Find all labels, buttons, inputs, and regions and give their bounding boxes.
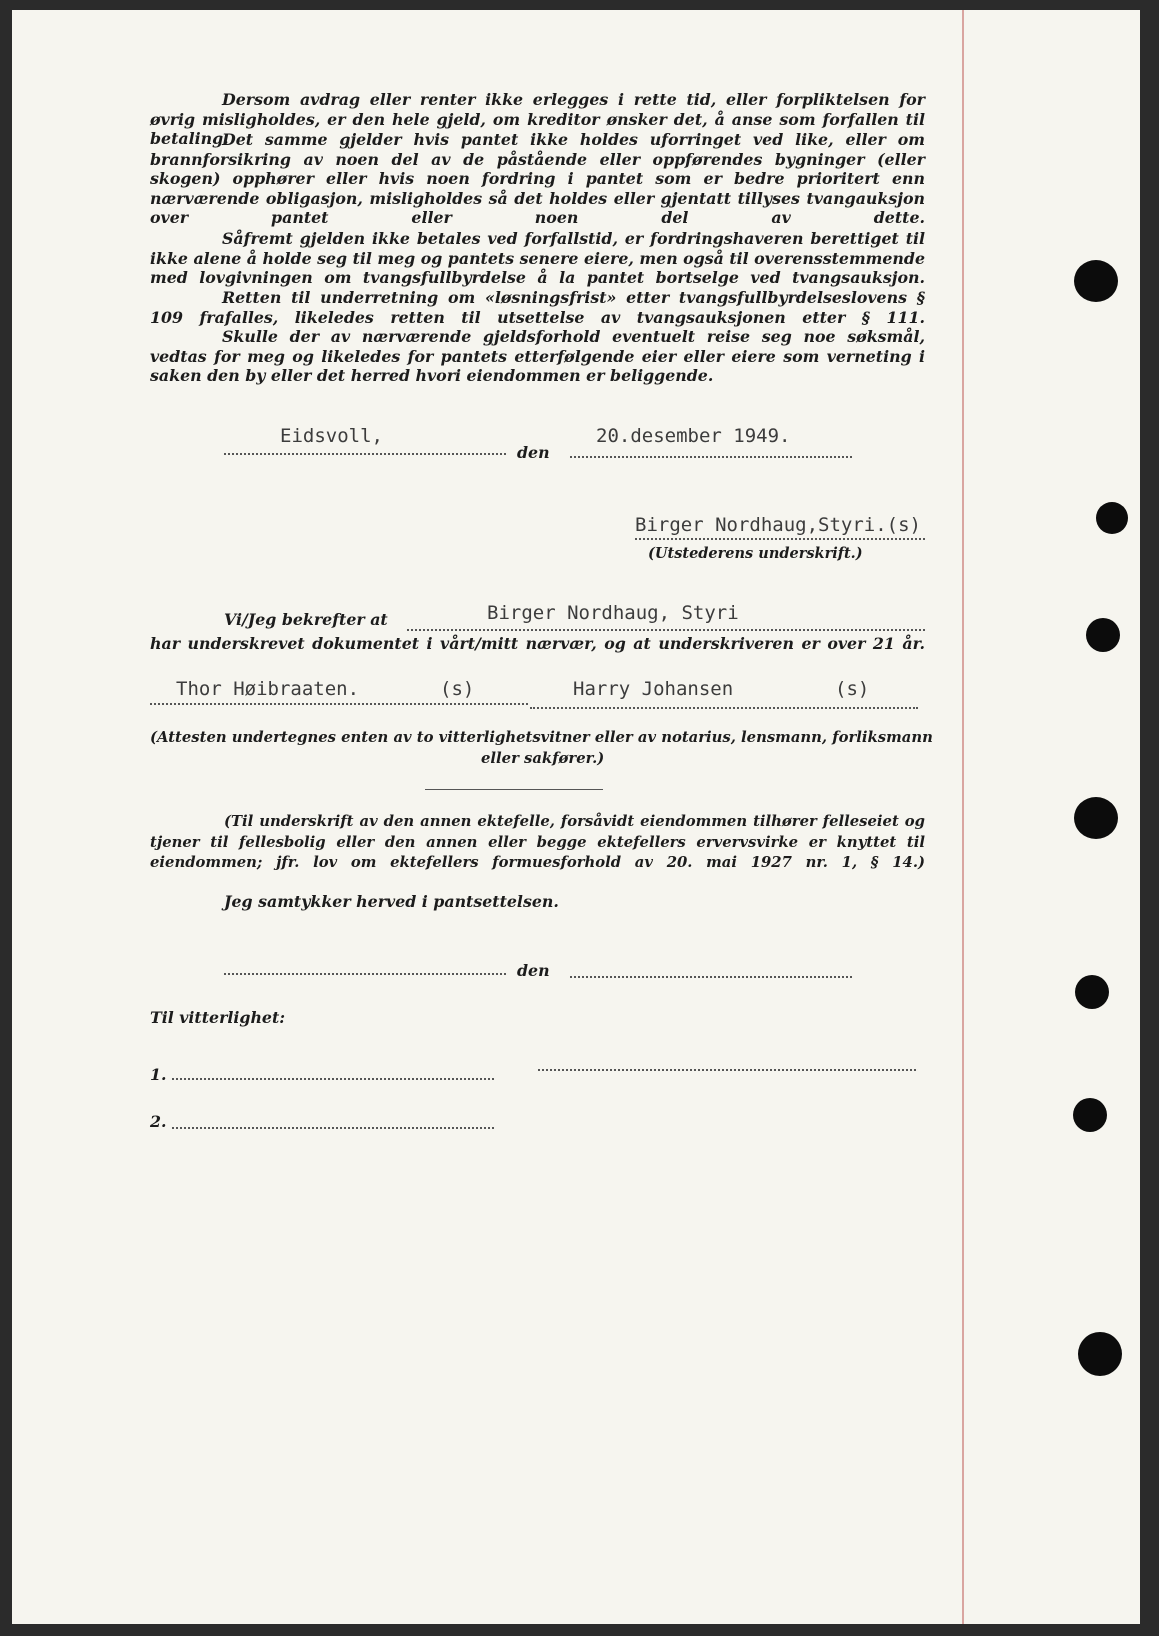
witness-1-name: Thor Høibraaten. <box>176 678 360 700</box>
witness-line-2 <box>172 1127 494 1129</box>
date-line <box>570 456 852 458</box>
clause-forced-sale: Såfremt gjelden ikke betales ved forfallstid, er fordringshaveren berettiget til ikke alene å holde seg til meg og pantets senere eiere, men også til overensstemmende med lovgivningen om tvangsfullbyrdelse å la pantet bortselge ved tvangsauksjon. <box>150 229 926 288</box>
punch-hole <box>1086 618 1120 652</box>
confirm-line <box>407 629 925 631</box>
date-field: 20.desember 1949. <box>596 425 791 447</box>
issuer-line <box>635 538 925 540</box>
issuer-signature: Birger Nordhaug,Styri.(s) <box>635 514 921 536</box>
witness-line-2-number: 2. <box>150 1112 167 1131</box>
witness-2-name: Harry Johansen <box>573 678 734 700</box>
clause-venue: Skulle der av nærværende gjeldsforhold eventuelt reise seg noe søksmål, vedtas for meg og likeledes for pantets etterfølgende eier eller eiere som verneting i saken den by eller det herred hvori eiendommen er beliggende. <box>150 327 925 386</box>
separator-rule <box>425 789 603 790</box>
witness-2-suffix: (s) <box>835 678 870 700</box>
place-field: Eidsvoll, <box>280 425 383 447</box>
place-line-2 <box>224 973 506 975</box>
witness-1-suffix: (s) <box>440 678 475 700</box>
punch-hole <box>1075 975 1109 1009</box>
clause-same-applies: Det samme gjelder hvis pantet ikke holdes uforringet ved like, eller om brannforsikring av noen del av de påstående eller oppførendes bygninger (eller skogen) opphører eller hvis noen fordring i pantet som er bedre prioritert enn nærværende obligasjon, misligholdes så det holdes eller gjentatt tillyses tvangauksjon over pantet eller noen del av dette. <box>150 130 925 228</box>
issuer-caption: (Utstederens underskrift.) <box>648 545 863 562</box>
place-line <box>224 453 506 455</box>
witness-heading: Til vitterlighet: <box>150 1008 286 1027</box>
punch-hole <box>1073 1098 1107 1132</box>
den-label-2: den <box>517 961 550 980</box>
punch-hole <box>1078 1332 1122 1376</box>
punch-hole <box>1074 797 1118 839</box>
confirm-label: Vi/Jeg bekrefter at <box>224 610 388 629</box>
date-line-2 <box>570 976 852 978</box>
witness-line-1 <box>172 1078 494 1080</box>
clause-default: Dersom avdrag eller renter ikke erlegges i rette tid, eller forpliktelsen for øvrig misligholdes, er den hele gjeld, om kreditor ønsker det, å anse som forfallen til betaling. <box>150 90 925 149</box>
consent-statement: Jeg samtykker herved i pantsettelsen. <box>224 892 559 911</box>
attest-note-line2: eller sakfører.) <box>481 750 605 767</box>
witness-2-line <box>530 707 918 709</box>
spouse-signature-line <box>538 1069 916 1071</box>
witness-line-1-number: 1. <box>150 1065 167 1084</box>
clause-redemption: Retten til underretning om «løsningsfrist» etter tvangsfullbyrdelseslovens § 109 frafalles, likeledes retten til utsettelse av tvangsauksjonen etter § 111. <box>150 288 925 327</box>
witness-1-line <box>150 703 528 705</box>
den-label: den <box>517 443 550 462</box>
confirm-statement: har underskrevet dokumentet i vårt/mitt nærvær, og at underskriveren er over 21 år. <box>150 634 925 653</box>
attest-note-line1: (Attesten undertegnes enten av to vitterlighetsvitner eller av notarius, lensmann, forliksmann <box>150 729 933 746</box>
punch-hole <box>1096 502 1128 534</box>
margin-line <box>962 10 964 1624</box>
spouse-note: (Til underskrift av den annen ektefelle, forsåvidt eiendommen tilhører felleseiet og tjener til fellesbolig eller den annen eller begge ektefellers ervervsvirke er knyttet til eiendommen; jfr. lov om ektefellers formuesforhold av 20. mai 1927 nr. 1, § 14.) <box>150 813 925 871</box>
confirm-name: Birger Nordhaug, Styri <box>487 602 739 624</box>
punch-hole <box>1074 260 1118 302</box>
